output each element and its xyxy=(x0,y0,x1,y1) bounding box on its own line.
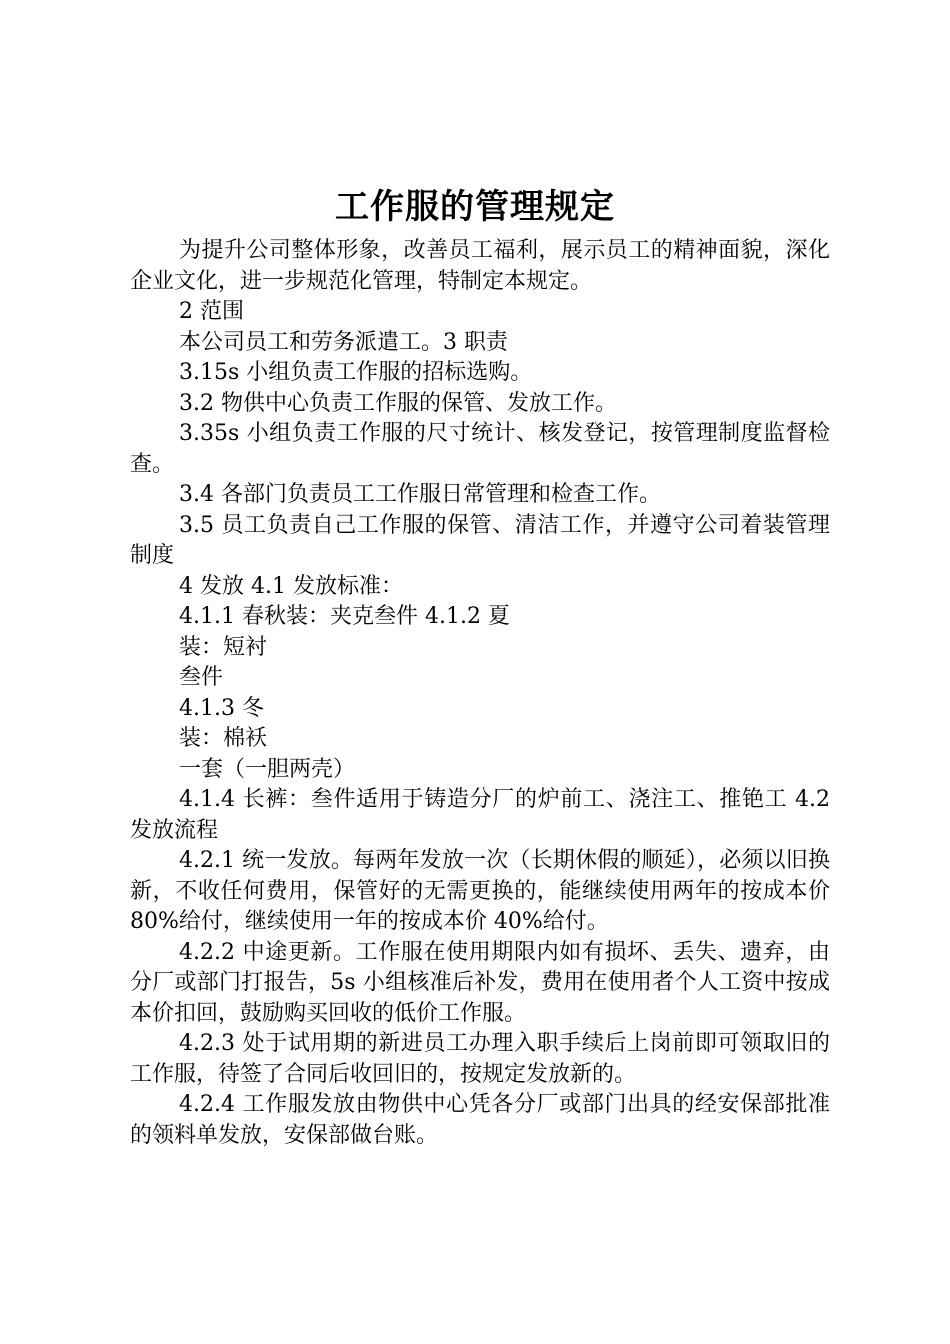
paragraph-3-5: 3.5 员工负责自己工作服的保管、清洁工作，并遵守公司着装管理制度 xyxy=(130,512,830,568)
paragraph-intro: 为提升公司整体形象，改善员工福利，展示员工的精神面貌，深化企业文化，进一步规范化管理，特制定本规定。 xyxy=(130,238,830,294)
paragraph-3-2: 3.2 物供中心负责工作服的保管、发放工作。 xyxy=(179,390,617,416)
paragraph-3-4: 3.4 各部门负责员工工作服日常管理和检查工作。 xyxy=(179,482,661,507)
paragraph-4-1-4: 4.1.4 长裤：叁件适用于铸造分厂的炉前工、浇注工、推铯工 4.2 发放流程 xyxy=(130,787,830,843)
paragraph-4-2-2: 4.2.2 中途更新。工作服在使用期限内如有损坏、丢失、遗弃，由分厂或部门打报告，5s 小组核准后补发，费用在使用者个人工资中按成本价扣回，鼓励购买回收的低价工作服。 xyxy=(130,939,830,1026)
paragraph-4-heading: 4 发放 4.1 发放标准： xyxy=(179,573,403,599)
paragraph-3-3: 3.35s 小组负责工作服的尺寸统计、核发登记，按管理制度监督检查。 xyxy=(130,421,830,477)
paragraph-4-2-4: 4.2.4 工作服发放由物供中心凭各分厂或部门出具的经安保部批准的领料单发放，安保部做台账。 xyxy=(130,1092,830,1148)
document-title: 工作服的管理规定 xyxy=(335,187,615,227)
paragraph-4-1-3c: 一套（一胆两壳） xyxy=(179,756,356,782)
paragraph-4-2-3: 4.2.3 处于试用期的新进员工办理入职手续后上岗前即可领取旧的工作服，待签了合同后收回旧的，按规定发放新的。 xyxy=(130,1031,830,1087)
paragraph-4-1-3a: 4.1.3 冬 xyxy=(179,695,264,721)
paragraph-scope-heading: 2 范围 xyxy=(179,299,244,324)
paragraph-4-1-2a: 装：短衬 xyxy=(179,634,268,660)
paragraph-4-1-2b: 叁件 xyxy=(179,665,224,690)
paragraph-3-1: 3.15s 小组负责工作服的招标选购。 xyxy=(179,360,533,385)
document-body xyxy=(130,236,830,1151)
paragraph-scope: 本公司员工和劳务派遣工。3 职责 xyxy=(179,329,508,355)
paragraph-4-1-3b: 装：棉袄 xyxy=(179,726,268,751)
paragraph-4-2-1: 4.2.1 统一发放。每两年发放一次（长期休假的顺延），必须以旧换新，不收任何费用，保管好的无需更换的，能继续使用两年的按成本价 80%给付，继续使用一年的按成本价 40%给付。 xyxy=(130,848,830,934)
paragraph-4-1-1: 4.1.1 春秋装：夹克叁件 4.1.2 夏 xyxy=(179,604,510,629)
